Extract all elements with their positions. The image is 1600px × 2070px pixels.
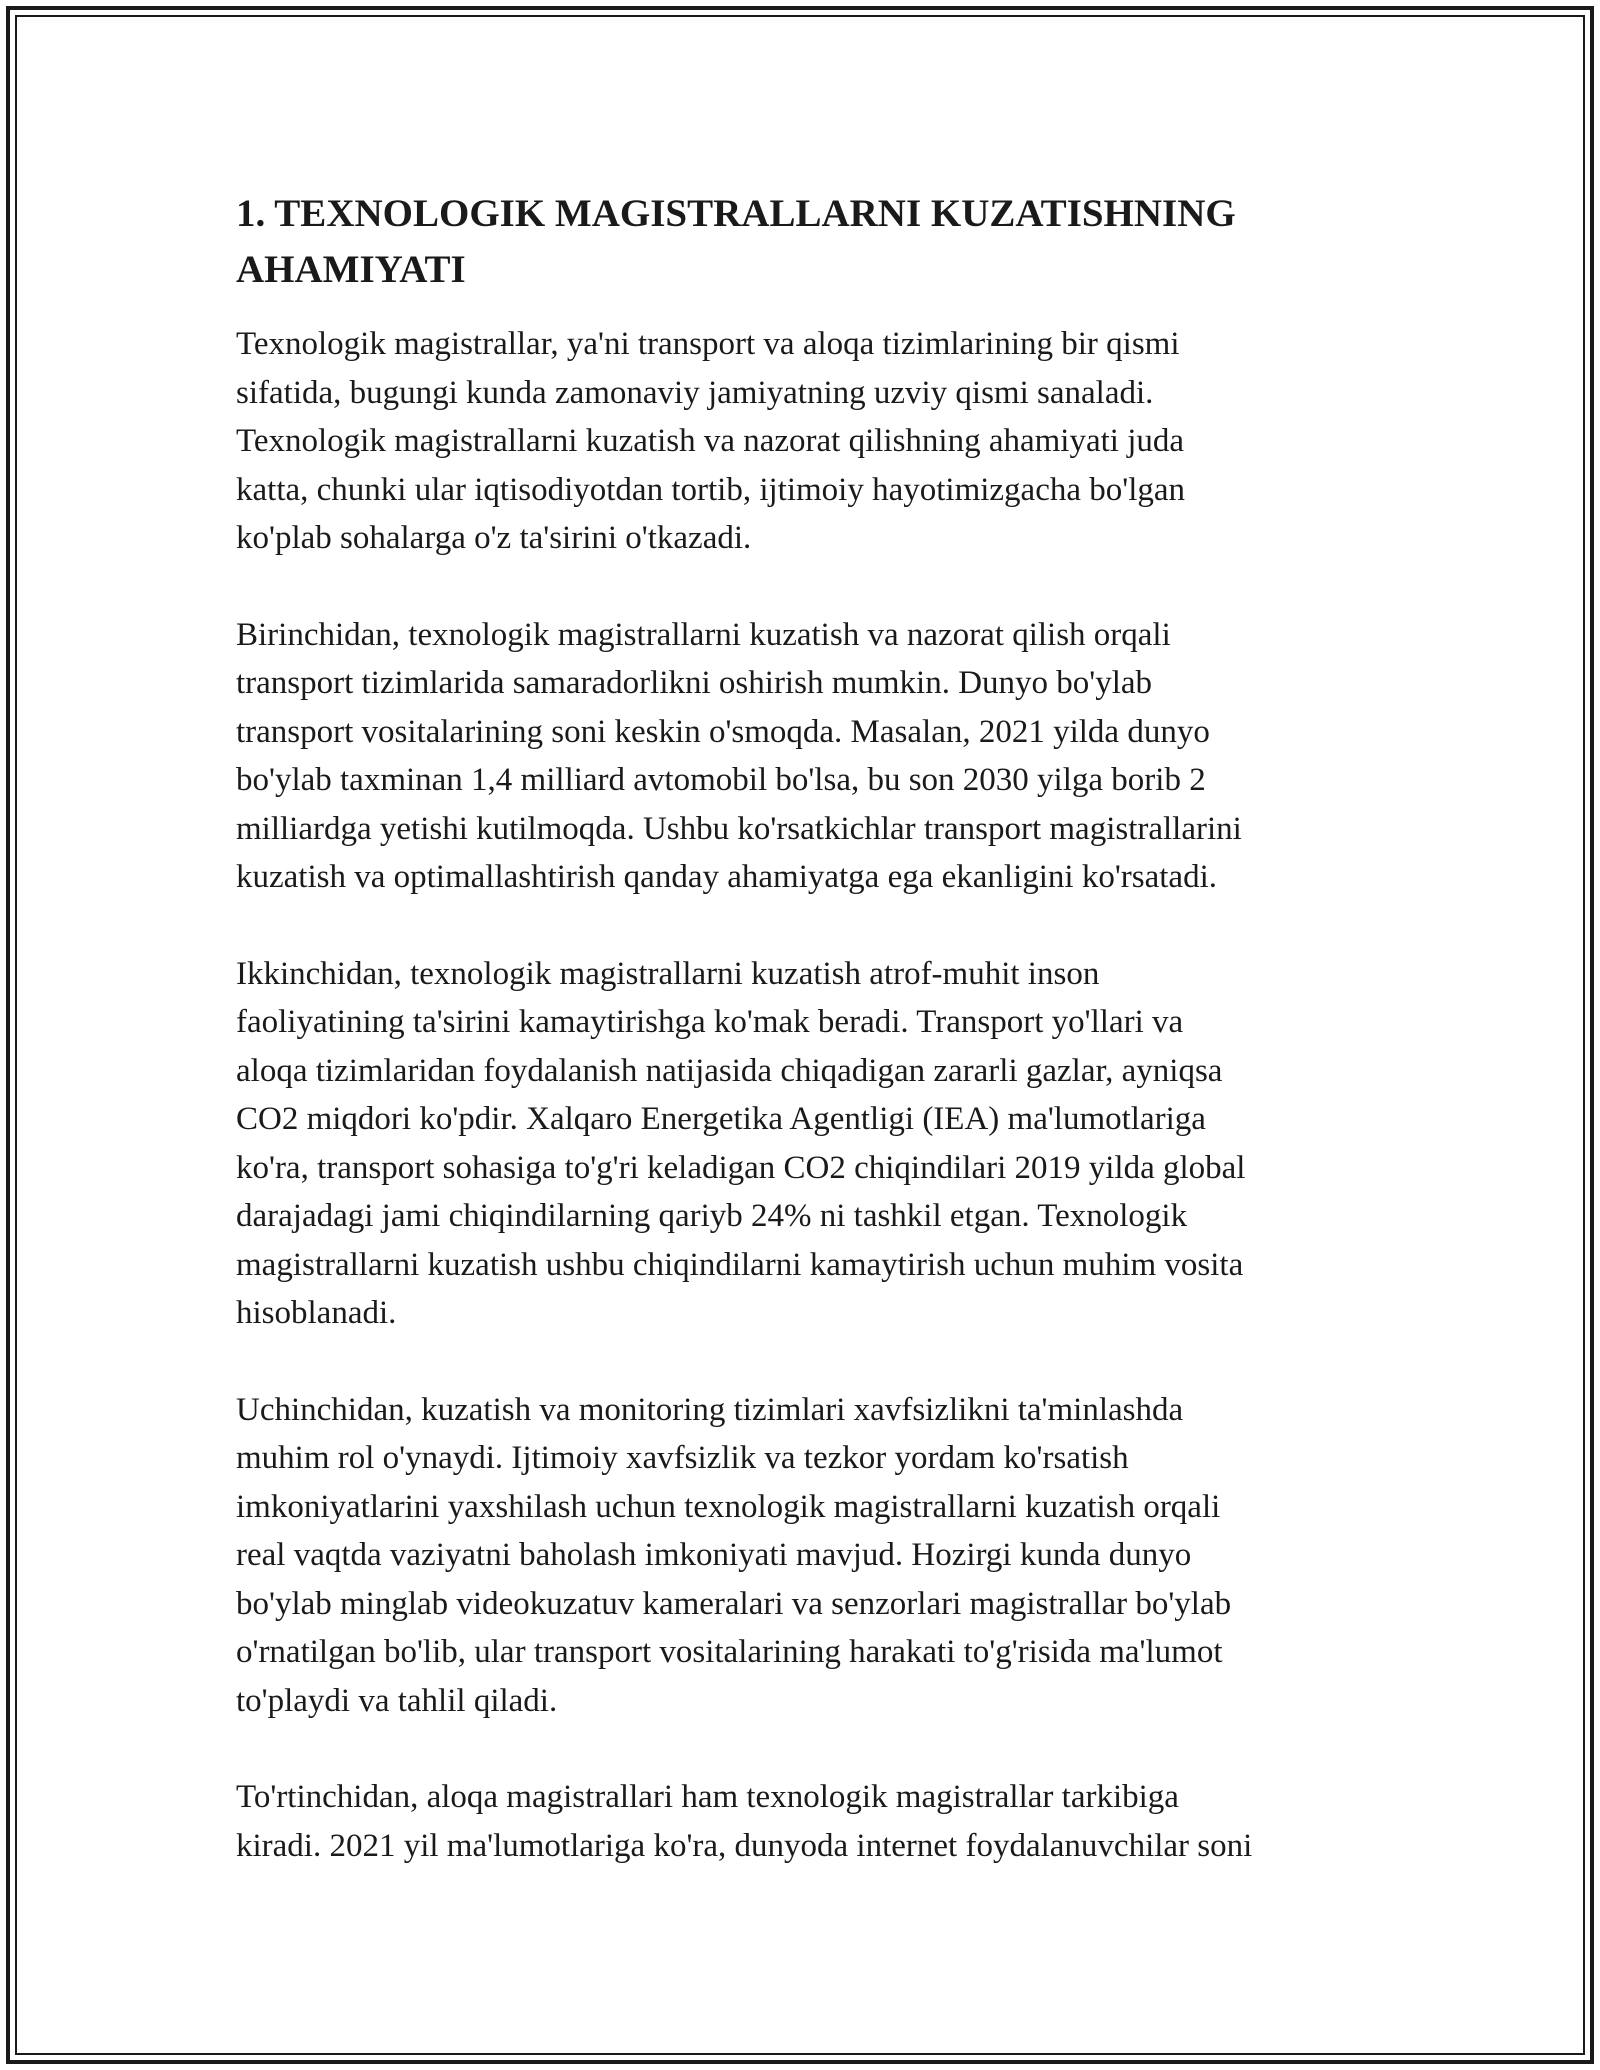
paragraph-second	[236, 950, 1366, 1338]
text-line: sifatida, bugungi kunda zamonaviy jamiyatning uzviy qismi sanaladi.	[236, 374, 1154, 411]
text-line: aloqa tizimlaridan foydalanish natijasida chiqadigan zararli gazlar, ayniqsa	[236, 1052, 1223, 1089]
text-line: magistrallarni kuzatish ushbu chiqindilarni kamaytirish uchun muhim vosita	[236, 1246, 1244, 1283]
text-line: Texnologik magistrallar, ya'ni transport va aloqa tizimlarining bir qismi	[236, 326, 1180, 362]
text-line: darajadagi jami chiqindilarning qariyb 24% ni tashkil etgan. Texnologik	[236, 1198, 1188, 1234]
text-line: Birinchidan, texnologik magistrallarni kuzatish va nazorat qilish orqali	[236, 616, 1171, 653]
paragraph-first	[236, 611, 1366, 902]
text-line: transport tizimlarida samaradorlikni oshirish mumkin. Dunyo bo'ylab	[236, 665, 1153, 701]
text-line: Uchinchidan, kuzatish va monitoring tizimlari xavfsizlikni ta'minlashda	[236, 1391, 1184, 1428]
text-line: CO2 miqdori ko'pdir. Xalqaro Energetika Agentligi (IEA) ma'lumotlariga	[236, 1101, 1206, 1137]
text-line: to'playdi va tahlil qiladi.	[236, 1682, 558, 1719]
text-line: kuzatish va optimallashtirish qanday ahamiyatga ega ekanligini ko'rsatadi.	[236, 859, 1217, 895]
text-line: bo'ylab minglab videokuzatuv kameralari va senzorlari magistrallar bo'ylab	[236, 1585, 1232, 1622]
text-line: hisoblanadi.	[236, 1295, 397, 1331]
paragraph-third	[236, 1386, 1366, 1726]
text-line: transport vositalarining soni keskin o'smoqda. Masalan, 2021 yilda dunyo	[236, 713, 1210, 750]
text-line: katta, chunki ular iqtisodiyotdan tortib, ijtimoiy hayotimizgacha bo'lgan	[236, 471, 1186, 508]
text-line: kiradi. 2021 yil ma'lumotlariga ko'ra, dunyoda internet foydalanuvchilar soni	[236, 1827, 1253, 1864]
text-line: ko'plab sohalarga o'z ta'sirini o'tkazadi.	[236, 520, 752, 556]
document-body	[236, 186, 1366, 1918]
text-line: Ikkinchidan, texnologik magistrallarni kuzatish atrof-muhit inson	[236, 955, 1100, 992]
heading-line-2: AHAMIYATI	[236, 248, 466, 291]
text-line: imkoniyatlarini yaxshilash uchun texnologik magistrallarni kuzatish orqali	[236, 1488, 1221, 1525]
text-line: bo'ylab taxminan 1,4 milliard avtomobil bo'lsa, bu son 2030 yilga borib 2	[236, 762, 1206, 798]
text-line: faoliyatining ta'sirini kamaytirishga ko'mak beradi. Transport yo'llari va	[236, 1004, 1184, 1040]
section-heading	[236, 186, 1366, 298]
text-line: To'rtinchidan, aloqa magistrallari ham texnologik magistrallar tarkibiga	[236, 1779, 1179, 1815]
heading-line-1: 1. TEXNOLOGIK MAGISTRALLARNI KUZATISHNING	[236, 192, 1236, 235]
text-line: ko'ra, transport sohasiga to'g'ri keladigan CO2 chiqindilari 2019 yilda global	[236, 1149, 1246, 1186]
text-line: Texnologik magistrallarni kuzatish va nazorat qilishning ahamiyati juda	[236, 423, 1185, 459]
paragraph-fourth	[236, 1773, 1366, 1870]
paragraph-intro	[236, 320, 1366, 563]
text-line: real vaqtda vaziyatni baholash imkoniyati mavjud. Hozirgi kunda dunyo	[236, 1537, 1192, 1573]
text-line: milliardga yetishi kutilmoqda. Ushbu ko'rsatkichlar transport magistrallarini	[236, 810, 1242, 847]
text-line: muhim rol o'ynaydi. Ijtimoiy xavfsizlik va tezkor yordam ko'rsatish	[236, 1440, 1129, 1476]
text-line: o'rnatilgan bo'lib, ular transport vositalarining harakati to'g'risida ma'lumot	[236, 1634, 1223, 1670]
